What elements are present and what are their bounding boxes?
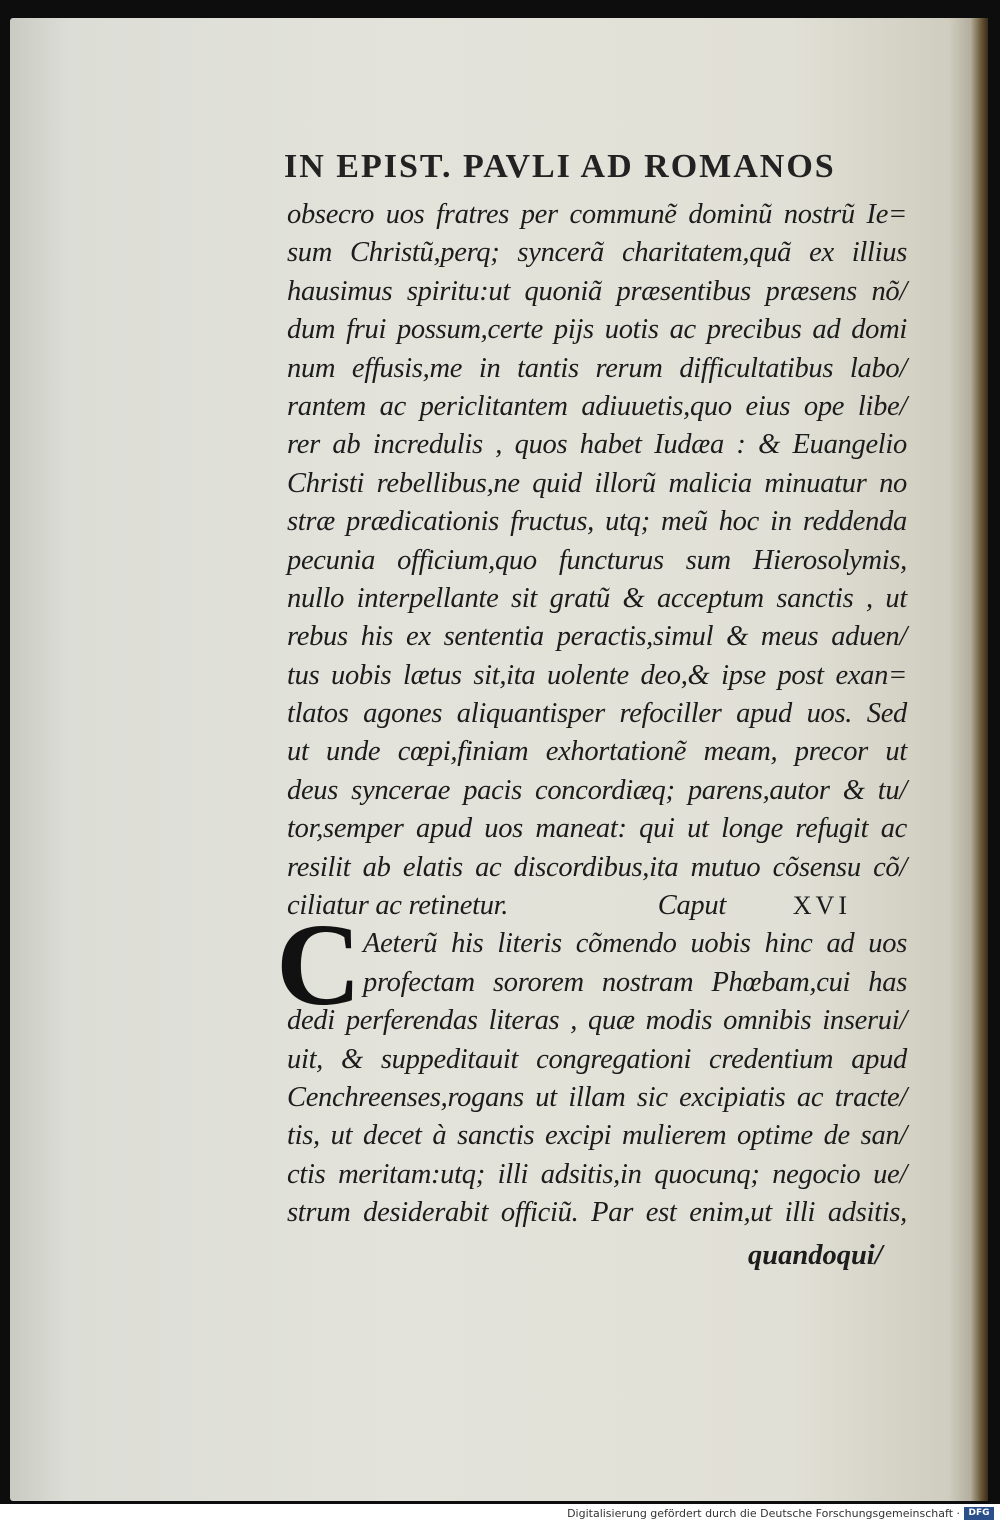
text-line: tis, ut decet à sanctis excipi mulierem optime de san/ — [287, 1120, 907, 1152]
text-line: ut unde cœpi,finiam exhortationẽ meam, precor ut — [287, 736, 907, 768]
text-line: rantem ac periclitantem adiuuetis,quo eius ope libe/ — [287, 390, 907, 422]
initial-indented-block — [287, 925, 907, 1002]
dfg-logo[interactable]: DFG — [964, 1507, 994, 1520]
text-line: num effusis,me in tantis rerum difficultatibus labo/ — [287, 352, 907, 384]
text-line: dum frui possum,certe pijs uotis ac precibus ad domi — [287, 314, 907, 346]
text-line: Cenchreenses,rogans ut illam sic excipiatis ac tracte/ — [287, 1081, 907, 1113]
drop-cap-initial: C — [276, 899, 362, 1030]
catchword: quandoqui/ — [748, 1240, 883, 1271]
running-header: IN EPIST. PAVLI AD ROMANOS — [284, 148, 836, 185]
text-line: resilit ab elatis ac discordibus,ita mutuo cõsensu cõ/ — [287, 851, 907, 883]
funding-notice: Digitalisierung gefördert durch die Deutsche Forschungsgemeinschaft · — [567, 1507, 960, 1520]
footer-bar — [0, 1504, 1000, 1524]
text-line: Aeterũ his literis cõmendo uobis hinc ad uos — [363, 928, 907, 960]
text-line: uit, & suppeditauit congregationi credentium apud — [287, 1043, 907, 1075]
text-line: pecunia officium,quo functurus sum Hierosolymis, — [287, 544, 907, 576]
chapter-number: XVI — [792, 891, 851, 921]
text-line: rebus his ex sententia peractis,simul & meus aduen/ — [287, 621, 907, 653]
text-line: tor,semper apud uos maneat: qui ut longe refugit ac — [287, 813, 907, 845]
text-line: tus uobis lætus sit,ita uolente deo,& ipse post exan= — [287, 659, 907, 691]
body-text — [287, 196, 907, 1233]
text-line: Christi rebellibus,ne quid illorũ malicia minuatur no — [287, 467, 907, 499]
text-line: profectam sororem nostram Phœbam,cui has — [363, 966, 907, 998]
text-line: dedi perferendas literas , quæ modis omnibis inserui/ — [287, 1005, 907, 1037]
paragraph-end-text: ciliatur ac retinetur. — [287, 890, 509, 922]
chapter-heading — [658, 887, 851, 925]
chapter-heading-line — [287, 887, 907, 925]
chapter-label: Caput — [657, 890, 726, 922]
text-line: obsecro uos fratres per communẽ dominũ nostrũ Ie= — [287, 199, 907, 230]
text-line: sum Christũ,perq; syncerã charitatem,quã ex illius — [287, 237, 907, 269]
text-line: tlatos agones aliquantisper refociller apud uos. Sed — [287, 698, 907, 730]
text-line: strum desiderabit officiũ. Par est enim,ut illi adsitis, — [287, 1197, 907, 1229]
text-line: deus syncerae pacis concordiæq; parens,autor & tu/ — [287, 774, 907, 806]
text-line: stræ prædicationis fructus, utq; meũ hoc in reddenda — [287, 506, 907, 538]
book-spine-edge — [970, 18, 988, 1501]
text-line: ctis meritam:utq; illi adsitis,in quocunq; negocio ue/ — [287, 1158, 907, 1190]
text-line: nullo interpellante sit gratũ & acceptum sanctis , ut — [287, 582, 907, 614]
text-line: rer ab incredulis , quos habet Iudæa : & Euangelio — [287, 429, 907, 461]
text-line: hausimus spiritu:ut quoniã præsentibus præsens nõ/ — [287, 275, 907, 307]
